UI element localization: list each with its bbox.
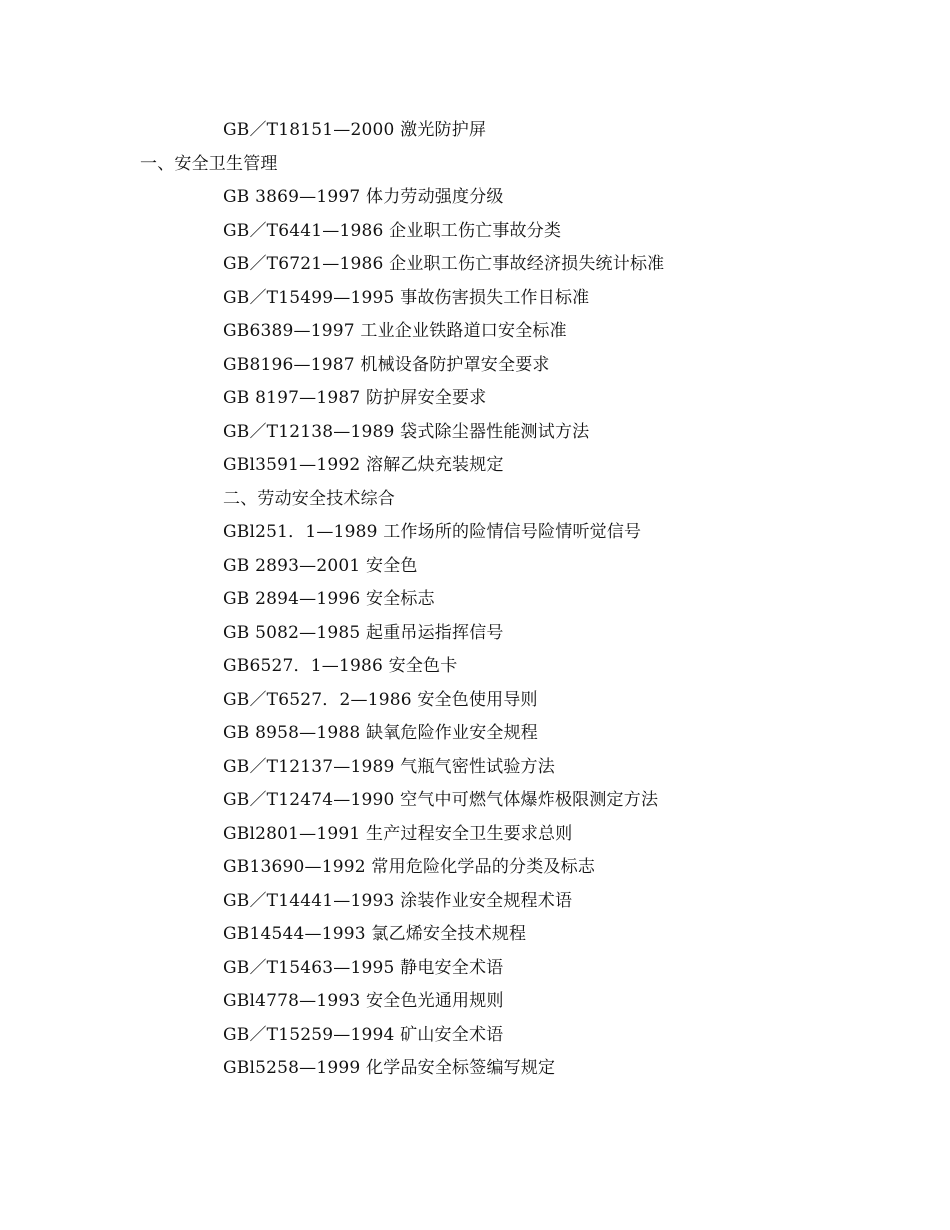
standard-line: GB／T12474—1990 空气中可燃气体爆炸极限测定方法 [223, 790, 659, 810]
standard-line: GB／T12137—1989 气瓶气密性试验方法 [223, 757, 555, 777]
section-heading: 一、安全卫生管理 [140, 154, 278, 174]
standard-line: GB 5082—1985 起重吊运指挥信号 [223, 623, 504, 643]
standard-line: GBl2801—1991 生产过程安全卫生要求总则 [223, 824, 573, 844]
standard-line: GB／T15259—1994 矿山安全术语 [223, 1025, 504, 1045]
standard-line: GB6389—1997 工业企业铁路道口安全标准 [223, 321, 567, 341]
standard-line: GB／T18151—2000 激光防护屏 [223, 120, 487, 140]
standard-line: GB／T12138—1989 袋式除尘器性能测试方法 [223, 422, 590, 442]
standard-line: GB 8958—1988 缺氧危险作业安全规程 [223, 723, 539, 743]
standard-line: GB 2894—1996 安全标志 [223, 589, 435, 609]
standard-line: GBl251．1—1989 工作场所的险情信号险情听觉信号 [223, 522, 642, 542]
standard-line: GB／T6441—1986 企业职工伤亡事故分类 [223, 221, 562, 241]
standard-line: GB6527．1—1986 安全色卡 [223, 656, 458, 676]
standard-line: GB 2893—2001 安全色 [223, 556, 418, 576]
standard-line: GBl4778—1993 安全色光通用规则 [223, 991, 504, 1011]
standard-line: GB 8197—1987 防护屏安全要求 [223, 388, 487, 408]
standard-line: GB8196—1987 机械设备防护罩安全要求 [223, 355, 550, 375]
standard-line: GB／T15499—1995 事故伤害损失工作日标准 [223, 288, 590, 308]
standard-line: GBl3591—1992 溶解乙炔充装规定 [223, 455, 504, 475]
standard-line: GB／T15463—1995 静电安全术语 [223, 958, 504, 978]
standard-line: GB14544—1993 氯乙烯安全技术规程 [223, 924, 527, 944]
standard-line: GB13690—1992 常用危险化学品的分类及标志 [223, 857, 596, 877]
standard-line: GB／T6527．2—1986 安全色使用导则 [223, 690, 538, 710]
standard-line: GBl5258—1999 化学品安全标签编写规定 [223, 1058, 556, 1078]
standard-line: GB／T6721—1986 企业职工伤亡事故经济损失统计标准 [223, 254, 665, 274]
standard-line: GB 3869—1997 体力劳动强度分级 [223, 187, 504, 207]
section-heading: 二、劳动安全技术综合 [223, 489, 395, 509]
standard-line: GB／T14441—1993 涂装作业安全规程术语 [223, 891, 573, 911]
